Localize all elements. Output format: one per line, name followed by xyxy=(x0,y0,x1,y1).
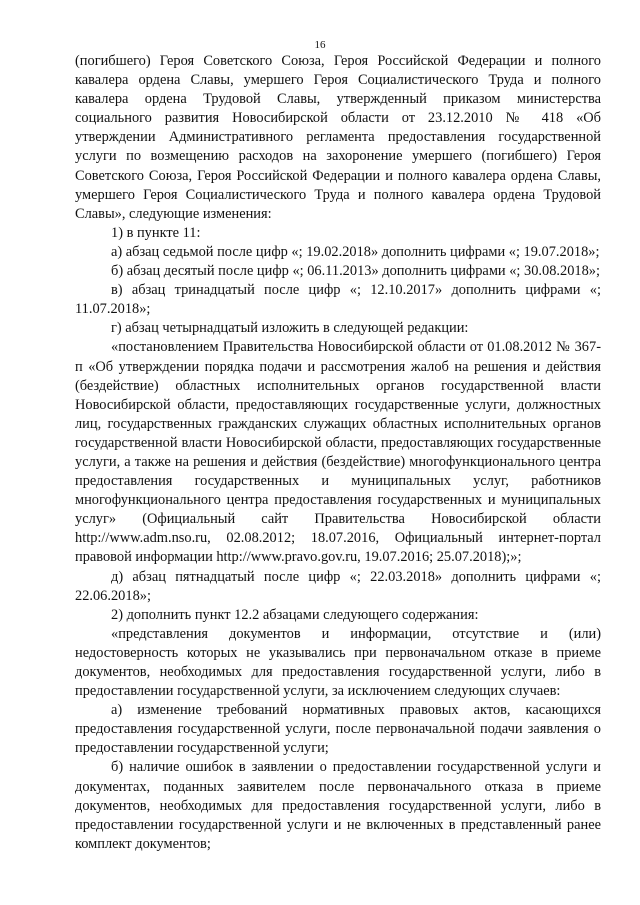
paragraph-item-1: 1) в пункте 11: xyxy=(111,224,201,241)
document-body xyxy=(75,52,601,854)
page-number: 16 xyxy=(314,39,326,51)
paragraph-continuation: (погибшего) Героя Советского Союза, Героя Российской Федерации и полного кавалера ордена Славы, умершего Героя Социалистического Труда и полного кавалера ордена Трудовой Славы, утвержденный приказом министерства социального развития Новосибирской области от 23.12.2010 № 418 «Об утверждении Административного регламента предоставления государственной услуги по возмещению расходов на захоронение умершего (погибшего) Героя Советского Союза, Героя Российской Федерации и полного кавалера ордена Славы, умершего Героя Социалистического Труда и полного кавалера ордена Трудовой Славы», следующие изменения: xyxy=(75,53,601,222)
paragraph-subitem-b: б) абзац десятый после цифр «; 06.11.2013» дополнить цифрами «; 30.08.2018»; xyxy=(111,263,600,280)
paragraph-subitem-v: в) абзац тринадцатый после цифр «; 12.10.2017» дополнить цифрами «; 11.07.2018»; xyxy=(75,282,601,318)
paragraph-case-a: а) изменение требований нормативных правовых актов, касающихся предоставления государственной услуги, после первоначальной подачи заявления о предоставлении государственной услуги; xyxy=(75,702,601,757)
paragraph-case-b: б) наличие ошибок в заявлении о предоставлении государственной услуги и документах, поданных заявителем после первоначального отказа в приеме документов, необходимых для предоставления государственной услуги, либо в предоставлении государственной услуги и не включенных в представленный ранее комплект документов; xyxy=(75,759,601,852)
paragraph-subitem-d: д) абзац пятнадцатый после цифр «; 22.03.2018» дополнить цифрами «; 22.06.2018»; xyxy=(75,568,601,604)
paragraph-quoted-addition: «представления документов и информации, отсутствие и (или) недостоверность которых не указывались при первоначальном отказе в приеме документов, необходимых для предоставления государственной услуги, либо в предоставлении государственной услуги, за исключением следующих случаев: xyxy=(75,625,601,700)
paragraph-subitem-g: г) абзац четырнадцатый изложить в следующей редакции: xyxy=(111,320,469,337)
paragraph-subitem-a: а) абзац седьмой после цифр «; 19.02.2018» дополнить цифрами «; 19.07.2018»; xyxy=(111,243,600,260)
paragraph-quoted-decree: «постановлением Правительства Новосибирской области от 01.08.2012 № 367-п «Об утверждении порядка подачи и рассмотрения жалоб на решения и действия (бездействие) областных исполнительных органов государственной власти Новосибирской области, предоставляющих государственные услуги, должностных лиц, государственных гражданских служащих областных исполнительных органов государственной власти Новосибирской области, предоставляющих государственные услуги, а также на решения и действия (бездействие) многофункционального центра предоставления государственных и муниципальных услуг, работников многофункционального центра предоставления государственных и муниципальных услуг» (Официальный сайт Правительства Новосибирской области http://www.adm.nso.ru, 02.08.2012; 18.07.2016, Официальный интернет-портал правовой информации http://www.pravo.gov.ru, 19.07.2016; 25.07.2018);»; xyxy=(75,339,601,566)
paragraph-item-2: 2) дополнить пункт 12.2 абзацами следующего содержания: xyxy=(111,606,479,623)
